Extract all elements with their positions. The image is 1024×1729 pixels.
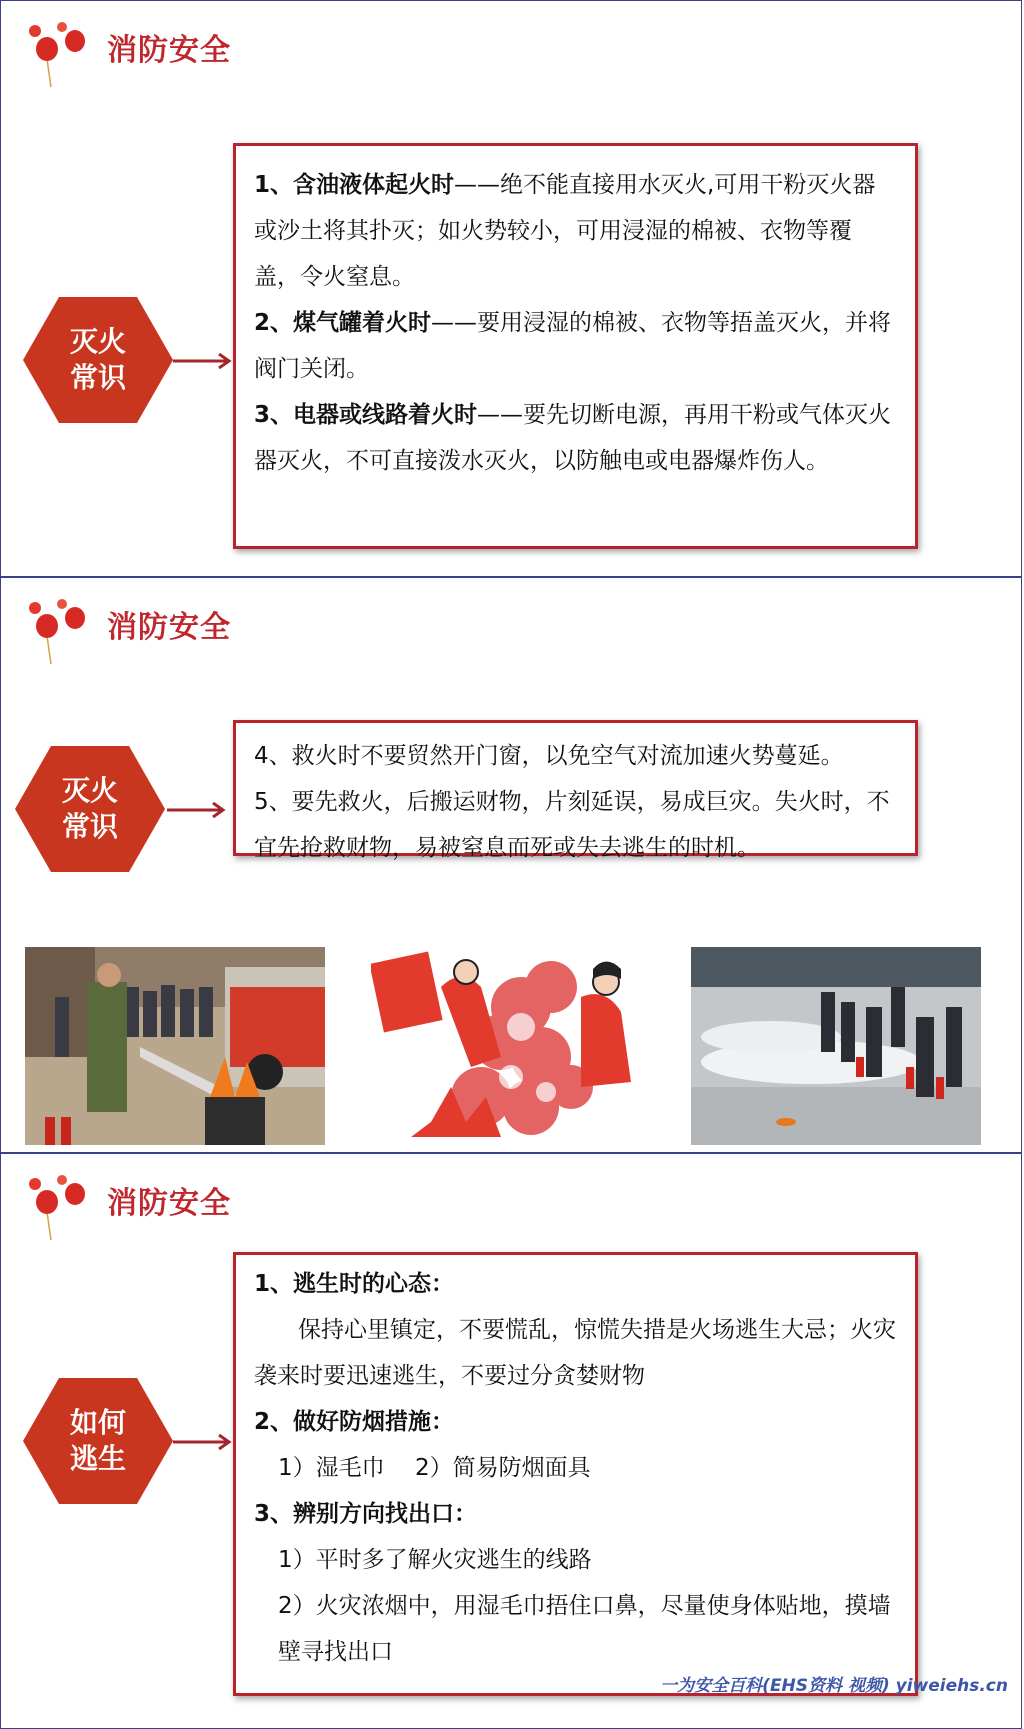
balloons-icon <box>25 1172 95 1242</box>
section-1-title: 1、逃生时的心态： <box>254 1271 455 1297</box>
item-2 <box>254 300 897 392</box>
slide-header <box>25 19 285 89</box>
badge-label: 如何 逃生 <box>69 1406 126 1475</box>
topic-hexagon-badge <box>23 1378 173 1504</box>
item-text: 要先切断电源，再用干粉或气体灭火器灭火，不可直接泼水灭火，以防触电或电器爆炸伤人。 <box>254 402 892 474</box>
item-text: 要用浸湿的棉被、衣物等捂盖灭火，并将阀门关闭。 <box>254 310 892 382</box>
header-title: 消防安全 <box>107 33 231 68</box>
item-number: 1、 <box>254 172 294 198</box>
item-title: 煤气罐着火时 <box>293 310 432 336</box>
slide-fire-extinguishing-1 <box>0 0 1022 577</box>
balloons-icon <box>25 19 95 89</box>
tip-4: 4、救火时不要贸然开门窗，以免空气对流加速火势蔓延。 <box>254 743 844 769</box>
balloons-icon <box>25 596 95 666</box>
section-3-title: 3、辨别方向找出口： <box>254 1501 478 1527</box>
item-dash: —— <box>477 402 524 428</box>
item-title: 含油液体起火时 <box>293 172 455 198</box>
topic-hexagon-badge <box>23 297 173 423</box>
item-3 <box>254 392 897 484</box>
header-title: 消防安全 <box>107 610 231 645</box>
slide-escape <box>0 1153 1022 1729</box>
topic-hexagon-badge <box>15 746 165 872</box>
slide-header <box>25 1172 285 1242</box>
content-box <box>233 720 918 861</box>
section-3-item-2: 2）火灾浓烟中，用湿毛巾捂住口鼻，尽量使身体贴地，摸墙壁寻找出口 <box>278 1593 891 1665</box>
section-1-body: 保持心里镇定，不要慌乱，惊慌失措是火场逃生大忌；火灾袭来时要迅速逃生，不要过分贪婪财物 <box>254 1317 896 1389</box>
item-number: 2、 <box>254 310 294 336</box>
section-3-item-1: 1）平时多了解火灾逃生的线路 <box>278 1547 592 1573</box>
firefighter-demo-photo <box>25 947 325 1145</box>
header-title: 消防安全 <box>107 1186 231 1221</box>
arrow-right-icon <box>173 1434 235 1450</box>
content-box <box>233 1252 918 1696</box>
item-1 <box>254 162 897 300</box>
item-dash: —— <box>431 310 478 336</box>
item-text: 绝不能直接用水灭火,可用干粉灭火器或沙土将其扑灭；如火势较小，可用浸湿的棉被、衣物等覆盖，令火窒息。 <box>254 172 876 290</box>
cartoon-fire-extinguishing <box>371 947 651 1145</box>
slide-fire-extinguishing-2 <box>0 577 1022 1153</box>
content-box <box>233 143 918 549</box>
watermark-text: 一为安全百科(EHS资料 视频) yiweiehs.cn <box>660 1676 1008 1696</box>
section-2-title: 2、做好防烟措施： <box>254 1409 455 1435</box>
item-number: 3、 <box>254 402 294 428</box>
item-title: 电器或线路着火时 <box>293 402 478 428</box>
slide-header <box>25 596 285 666</box>
section-2-items: 1）湿毛巾 2）简易防烟面具 <box>278 1455 591 1481</box>
arrow-right-icon <box>167 802 229 818</box>
badge-label: 灭火 常识 <box>69 325 126 394</box>
section-1-text <box>254 1307 897 1399</box>
tip-5: 5、要先救火，后搬运财物，片刻延误，易成巨灾。失火时，不宜先抢救财物，易被窒息而死或失去逃生的时机。 <box>254 789 890 861</box>
item-dash: —— <box>454 172 501 198</box>
arrow-right-icon <box>173 353 235 369</box>
badge-label: 灭火 常识 <box>61 774 118 843</box>
extinguisher-drill-photo <box>691 947 981 1145</box>
